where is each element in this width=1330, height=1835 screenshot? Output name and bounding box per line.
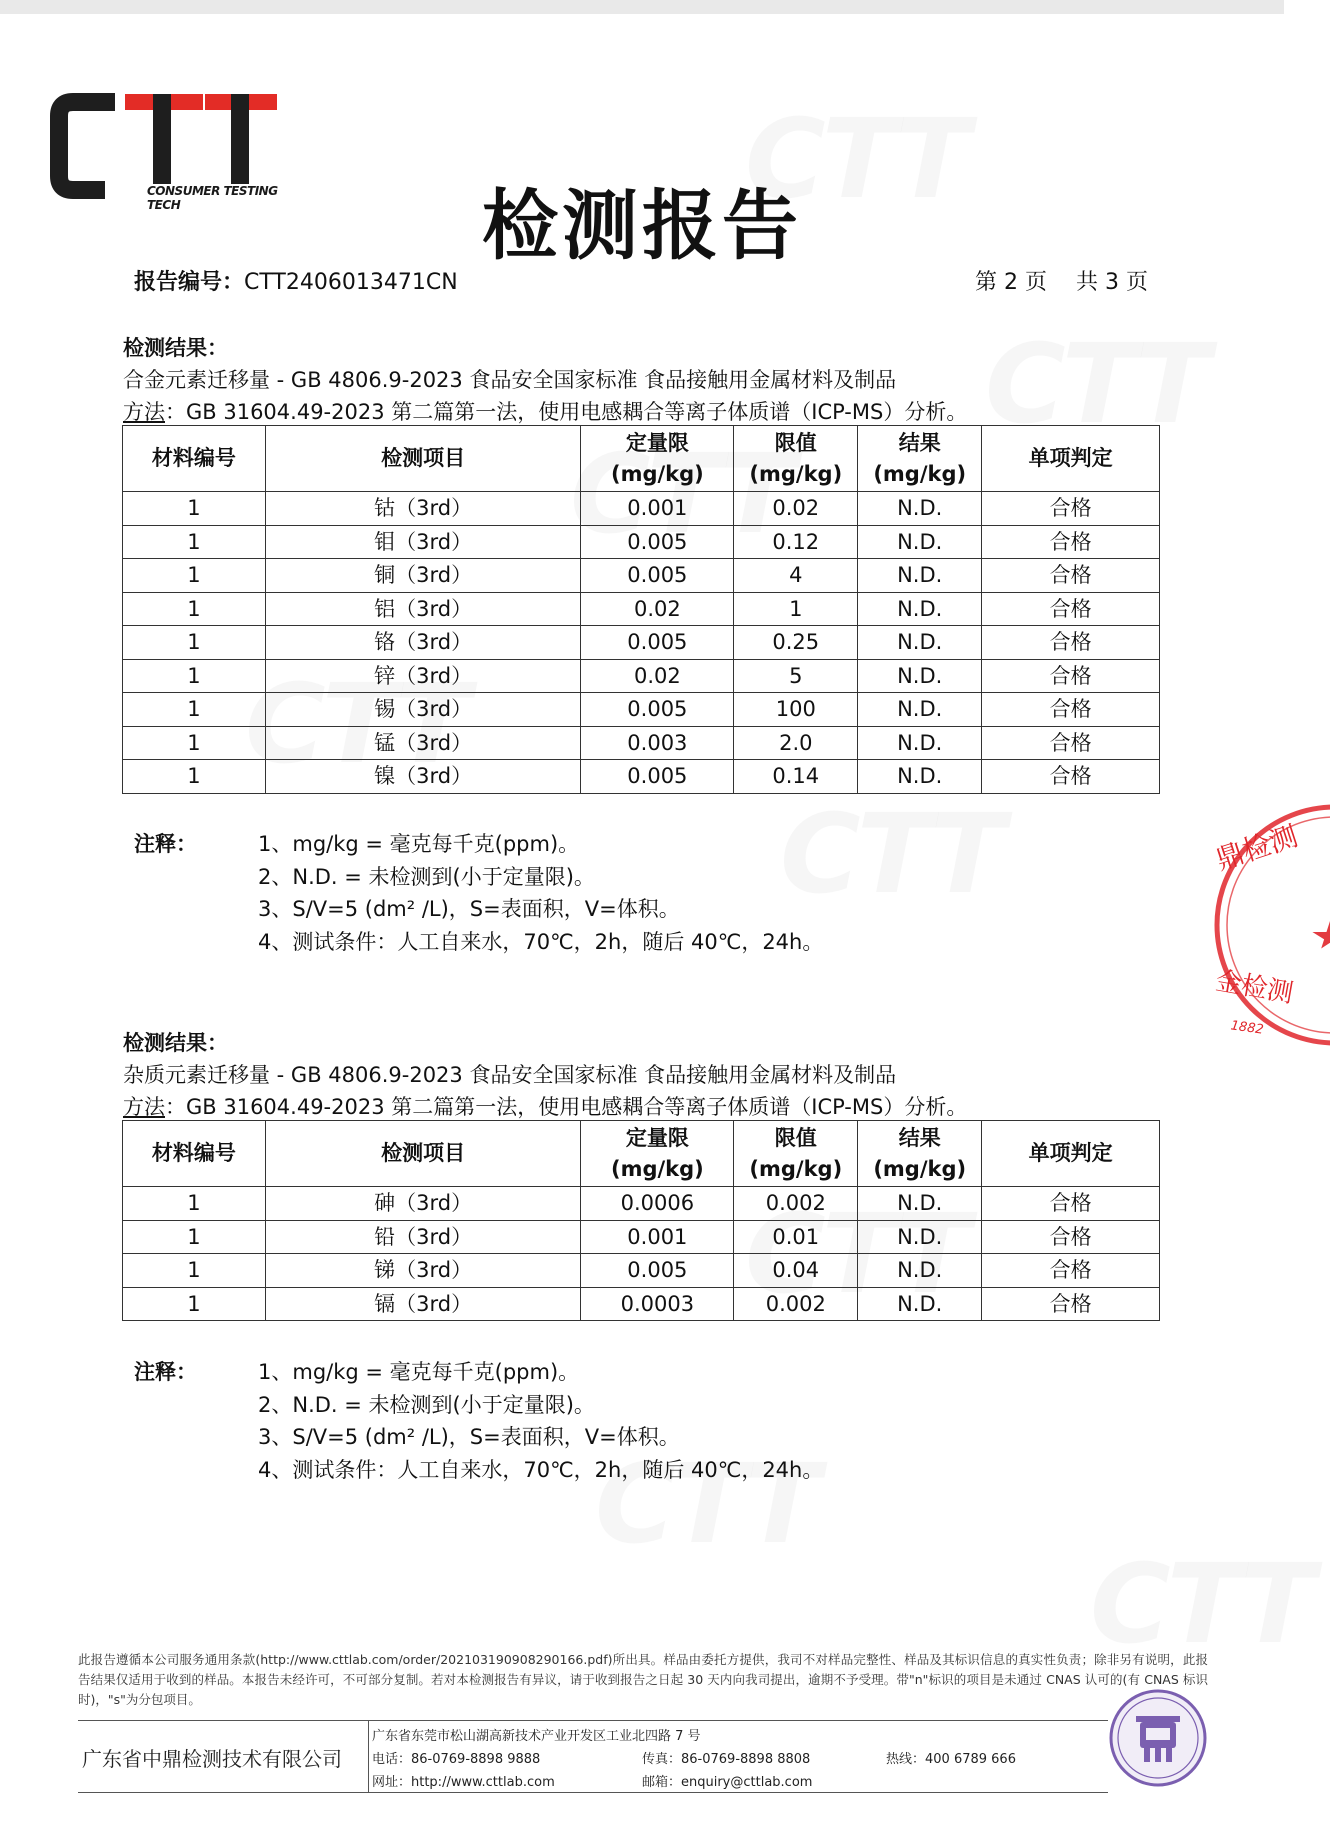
col-material-no: 材料编号 [123, 426, 266, 492]
cell-material-no: 1 [123, 1287, 266, 1321]
section-2-table [122, 1120, 1160, 1321]
red-seal-stamp [1210, 800, 1330, 1050]
note-item: 2、N.D. = 未检测到(小于定量限)。 [258, 864, 595, 889]
cell-limit: 0.25 [734, 626, 858, 660]
cell-test-item: 铬（3rd） [265, 626, 581, 660]
logo-tagline: CONSUMER TESTING TECH [147, 184, 278, 212]
cell-result: N.D. [858, 1254, 982, 1288]
note-item: 1、mg/kg = 毫克每千克(ppm)。 [258, 1360, 580, 1384]
footer-divider-vertical [368, 1720, 369, 1792]
cell-material-no: 1 [123, 726, 266, 760]
table-row [123, 492, 1160, 526]
report-title: 检测报告 [482, 181, 802, 270]
section-2-subject: 杂质元素迁移量 - GB 4806.9-2023 食品安全国家标准 食品接触用金属材料及制品 [123, 1063, 897, 1087]
cell-loq: 0.005 [581, 1254, 734, 1288]
cell-limit: 0.14 [734, 760, 858, 794]
cell-limit: 0.04 [734, 1254, 858, 1288]
section-1-heading: 检测结果： [123, 336, 228, 360]
cell-limit: 0.01 [734, 1220, 858, 1254]
col-result: 结果 (mg/kg) [858, 426, 982, 492]
cell-result: N.D. [858, 1187, 982, 1221]
address: 广东省东莞市松山湖高新技术产业开发区工业北四路 7 号 [372, 1729, 701, 1744]
method-label: 方法 [123, 1095, 165, 1119]
cell-limit: 100 [734, 693, 858, 727]
cell-verdict: 合格 [982, 1254, 1160, 1288]
disclaimer: 此报告遵循本公司服务通用条款(http://www.cttlab.com/order/20210319090829016​6.pdf)所出具。样品由委托方提供，我司不对样品完整性、样品及其标识信息的真实性负责；除非另有说明，此报告结果仅适用于收到的样品。本报告未经许可，不可部分复制。若对本检测报告有异议，请于收到报告之日起 30 天内向我司提出，逾期不予受理。带"n"标识的项目是未通过 CNAS 认可的(有 CNAS 标识时)，"s"为分包项目。 [78, 1652, 1208, 1707]
cell-test-item: 钴（3rd） [265, 492, 581, 526]
table-row [123, 1254, 1160, 1288]
table-row [123, 659, 1160, 693]
cell-verdict: 合格 [982, 626, 1160, 660]
cell-test-item: 铅（3rd） [265, 1220, 581, 1254]
section-1-method [123, 396, 967, 426]
col-limit: 限值 (mg/kg) [734, 1121, 858, 1187]
col-limit: 限值 (mg/kg) [734, 426, 858, 492]
report-number-label: 报告编号： [134, 270, 245, 295]
cell-limit: 5 [734, 659, 858, 693]
cell-result: N.D. [858, 626, 982, 660]
note-item: 3、S/V=5 (dm² /L)，S=表面积，V=体积。 [258, 1425, 680, 1449]
cell-test-item: 钼（3rd） [265, 525, 581, 559]
footer-divider-top [78, 1720, 1108, 1721]
cell-verdict: 合格 [982, 592, 1160, 626]
table-row [123, 626, 1160, 660]
cell-material-no: 1 [123, 693, 266, 727]
cell-material-no: 1 [123, 626, 266, 660]
watermark [1090, 1540, 1311, 1668]
col-test-item: 检测项目 [265, 426, 581, 492]
cell-test-item: 铜（3rd） [265, 559, 581, 593]
note-item: 4、测试条件：人工自来水，70℃，2h，随后 40℃，24h。 [258, 1457, 824, 1482]
hotline: 热线：400 6789 666 [886, 1752, 1016, 1767]
cell-test-item: 锰（3rd） [265, 726, 581, 760]
cell-result: N.D. [858, 1287, 982, 1321]
notes-label: 注释： [134, 1360, 197, 1384]
report-number [134, 265, 458, 296]
note-item: 4、测试条件：人工自来水，70℃，2h，随后 40℃，24h。 [258, 929, 824, 954]
cell-result: N.D. [858, 726, 982, 760]
table-row [123, 693, 1160, 727]
cell-loq: 0.005 [581, 760, 734, 794]
cell-material-no: 1 [123, 559, 266, 593]
cell-loq: 0.02 [581, 659, 734, 693]
cell-limit: 4 [734, 559, 858, 593]
cell-verdict: 合格 [982, 1287, 1160, 1321]
col-test-item: 检测项目 [265, 1121, 581, 1187]
cell-loq: 0.003 [581, 726, 734, 760]
cell-test-item: 铝（3rd） [265, 592, 581, 626]
fax: 传真：86-0769-8898 8808 [642, 1752, 811, 1767]
cell-test-item: 镉（3rd） [265, 1287, 581, 1321]
cell-verdict: 合格 [982, 726, 1160, 760]
cell-loq: 0.005 [581, 626, 734, 660]
cell-test-item: 锡（3rd） [265, 693, 581, 727]
table-row [123, 1287, 1160, 1321]
section-2-method [123, 1091, 967, 1121]
cell-verdict: 合格 [982, 1220, 1160, 1254]
cell-loq: 0.005 [581, 525, 734, 559]
cell-material-no: 1 [123, 1187, 266, 1221]
cell-limit: 0.02 [734, 492, 858, 526]
cell-verdict: 合格 [982, 659, 1160, 693]
method-label: 方法 [123, 400, 165, 424]
col-verdict: 单项判定 [982, 426, 1160, 492]
cell-verdict: 合格 [982, 1187, 1160, 1221]
website-link[interactable]: 网址：http://www.cttlab.com [372, 1775, 555, 1790]
cell-limit: 1 [734, 592, 858, 626]
cell-result: N.D. [858, 492, 982, 526]
cell-material-no: 1 [123, 525, 266, 559]
cell-loq: 0.0006 [581, 1187, 734, 1221]
table-row [123, 760, 1160, 794]
cell-result: N.D. [858, 659, 982, 693]
table-header-row [123, 426, 1160, 492]
cell-limit: 0.12 [734, 525, 858, 559]
stamp-number: 1882 [1229, 1018, 1265, 1038]
cell-material-no: 1 [123, 760, 266, 794]
page-total: 共 3 页 [1076, 270, 1148, 295]
table-row [123, 726, 1160, 760]
note-item: 3、S/V=5 (dm² /L)，S=表面积，V=体积。 [258, 897, 680, 921]
cell-material-no: 1 [123, 592, 266, 626]
cell-material-no: 1 [123, 659, 266, 693]
email-link[interactable]: 邮箱：enquiry@cttlab.com [642, 1775, 813, 1790]
cell-limit: 0.002 [734, 1187, 858, 1221]
table-row [123, 1187, 1160, 1221]
cell-material-no: 1 [123, 492, 266, 526]
cell-result: N.D. [858, 592, 982, 626]
cell-test-item: 锑（3rd） [265, 1254, 581, 1288]
table-row [123, 559, 1160, 593]
cell-limit: 2.0 [734, 726, 858, 760]
cell-loq: 0.005 [581, 693, 734, 727]
page-info [969, 265, 1148, 296]
notes-label: 注释： [134, 832, 197, 856]
method-text: ：GB 31604.49-2023 第二篇第一法，使用电感耦合等离子体质谱（ICP-MS）分析。 [165, 400, 968, 424]
cell-loq: 0.02 [581, 592, 734, 626]
cell-verdict: 合格 [982, 525, 1160, 559]
stamp-text-top: 鼎检测 [1211, 819, 1302, 877]
table-header-row [123, 1121, 1160, 1187]
cell-test-item: 镍（3rd） [265, 760, 581, 794]
page-current: 第 2 页 [975, 270, 1048, 295]
col-loq: 定量限 (mg/kg) [581, 1121, 734, 1187]
cell-result: N.D. [858, 760, 982, 794]
table-row [123, 525, 1160, 559]
cell-loq: 0.0003 [581, 1287, 734, 1321]
table-row [123, 592, 1160, 626]
table-row [123, 1220, 1160, 1254]
col-verdict: 单项判定 [982, 1121, 1160, 1187]
report-number-value: CTT2406013471CN [244, 270, 458, 295]
note-item: 2、N.D. = 未检测到(小于定量限)。 [258, 1392, 595, 1417]
cell-test-item: 砷（3rd） [265, 1187, 581, 1221]
company-name: 广东省中鼎检测技术有限公司 [82, 1747, 342, 1771]
cell-limit: 0.002 [734, 1287, 858, 1321]
cell-verdict: 合格 [982, 559, 1160, 593]
company-seal-icon [1108, 1688, 1208, 1788]
cell-test-item: 锌（3rd） [265, 659, 581, 693]
footer-divider-bottom [78, 1792, 1108, 1793]
col-loq: 定量限 (mg/kg) [581, 426, 734, 492]
cell-result: N.D. [858, 559, 982, 593]
cell-loq: 0.001 [581, 492, 734, 526]
col-result: 结果 (mg/kg) [858, 1121, 982, 1187]
cell-verdict: 合格 [982, 492, 1160, 526]
tel: 电话：86-0769-8898 9888 [372, 1752, 541, 1767]
col-material-no: 材料编号 [123, 1121, 266, 1187]
section-1-table [122, 425, 1160, 794]
cell-loq: 0.001 [581, 1220, 734, 1254]
cell-result: N.D. [858, 525, 982, 559]
cell-material-no: 1 [123, 1254, 266, 1288]
cell-verdict: 合格 [982, 693, 1160, 727]
method-text: ：GB 31604.49-2023 第二篇第一法，使用电感耦合等离子体质谱（ICP-MS）分析。 [165, 1095, 968, 1119]
stamp-text-bottom: 金检测 [1213, 966, 1296, 1010]
section-2-heading: 检测结果： [123, 1031, 228, 1055]
cell-verdict: 合格 [982, 760, 1160, 794]
cell-result: N.D. [858, 1220, 982, 1254]
cell-loq: 0.005 [581, 559, 734, 593]
cell-material-no: 1 [123, 1220, 266, 1254]
section-1-subject: 合金元素迁移量 - GB 4806.9-2023 食品安全国家标准 食品接触用金属材料及制品 [123, 368, 897, 392]
cell-result: N.D. [858, 693, 982, 727]
note-item: 1、mg/kg = 毫克每千克(ppm)。 [258, 832, 580, 856]
